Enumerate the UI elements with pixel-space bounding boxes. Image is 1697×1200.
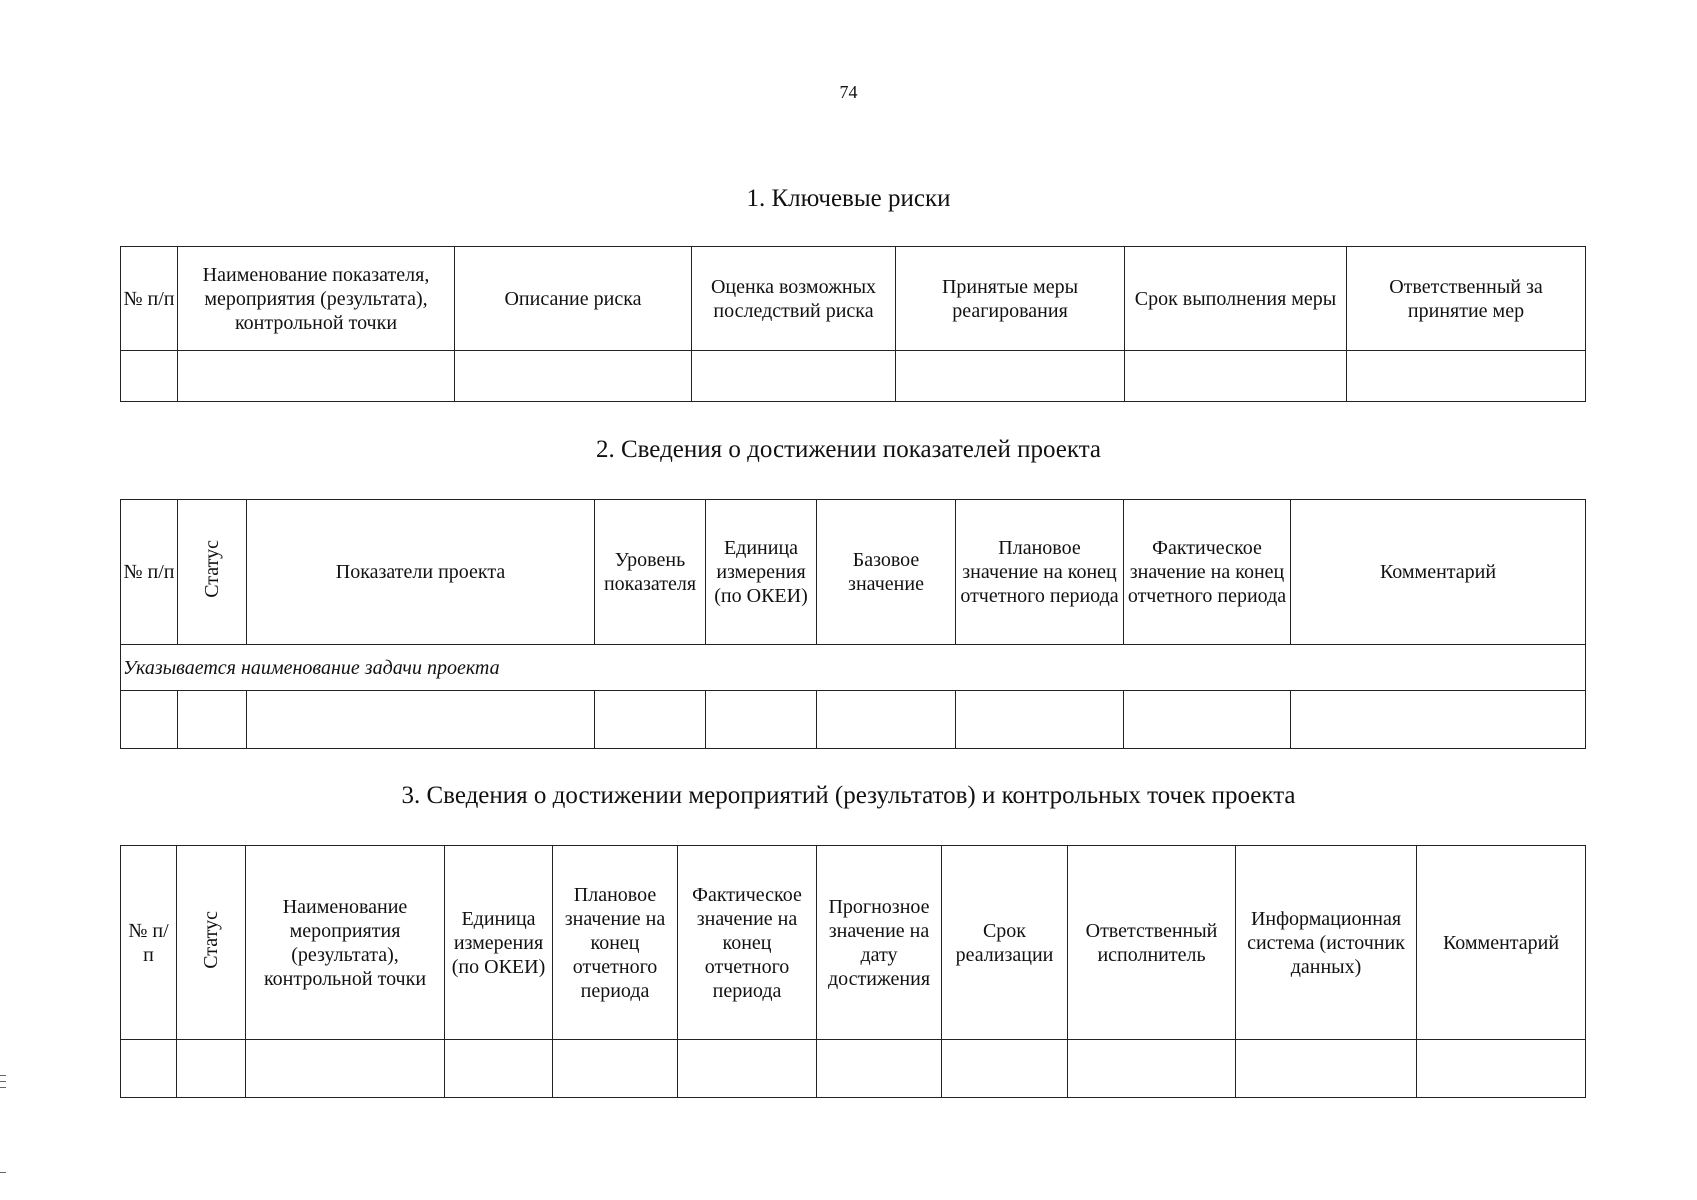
header-cell: Срок реализации <box>942 846 1068 1040</box>
scan-margin-mark <box>0 1172 6 1173</box>
header-cell-status <box>177 846 246 1040</box>
empty-cell <box>1125 351 1347 402</box>
header-cell: Ответственный за принятие мер <box>1347 247 1586 351</box>
empty-cell <box>595 691 706 749</box>
empty-cell <box>692 351 896 402</box>
header-cell: Описание риска <box>455 247 692 351</box>
empty-cell <box>817 1040 942 1098</box>
task-row <box>121 645 1586 691</box>
scan-margin-mark <box>0 1081 6 1082</box>
header-cell: Ответственный исполнитель <box>1068 846 1236 1040</box>
header-cell: Базовое значение <box>817 500 956 645</box>
header-cell: Единица измерения (по ОКЕИ) <box>445 846 553 1040</box>
empty-cell <box>942 1040 1068 1098</box>
empty-cell <box>1291 691 1586 749</box>
table-row <box>121 691 1586 749</box>
header-cell: Прогнозное значение на дату достижения <box>817 846 942 1040</box>
empty-cell <box>445 1040 553 1098</box>
empty-cell <box>1068 1040 1236 1098</box>
empty-cell <box>177 1040 246 1098</box>
table-header-row <box>121 500 1586 645</box>
header-cell: Наименование показателя, мероприятия (результата), контрольной точки <box>178 247 455 351</box>
section-2-title: 2. Сведения о достижении показателей проекта <box>595 436 1102 463</box>
empty-cell <box>178 691 247 749</box>
empty-cell <box>121 691 178 749</box>
header-cell: Наименование мероприятия (результата), контрольной точки <box>246 846 445 1040</box>
table-header-row <box>121 846 1586 1040</box>
status-header-label: Статус <box>201 540 223 598</box>
empty-cell <box>121 351 178 402</box>
header-cell: Фактическое значение на конец отчетного периода <box>1124 500 1291 645</box>
empty-cell <box>706 691 817 749</box>
header-cell: Уровень показателя <box>595 500 706 645</box>
empty-cell <box>178 351 455 402</box>
empty-cell <box>896 351 1125 402</box>
header-cell: Единица измерения (по ОКЕИ) <box>706 500 817 645</box>
scan-margin-mark <box>0 1087 6 1088</box>
empty-cell <box>553 1040 678 1098</box>
header-cell: Комментарий <box>1417 846 1586 1040</box>
section-3-title: 3. Сведения о достижении мероприятий (результатов) и контрольных точек проекта <box>401 782 1296 809</box>
table-row <box>121 351 1586 402</box>
header-cell: Информационная система (источник данных) <box>1236 846 1417 1040</box>
empty-cell <box>1236 1040 1417 1098</box>
header-cell-status <box>178 500 247 645</box>
header-cell: № п/п <box>121 500 178 645</box>
header-cell: № п/п <box>121 846 177 1040</box>
header-cell: Фактическое значение на конец отчетного периода <box>678 846 817 1040</box>
key-risks-table <box>120 246 1586 402</box>
empty-cell <box>455 351 692 402</box>
table-header-row <box>121 247 1586 351</box>
section-1-title: 1. Ключевые риски <box>746 185 951 212</box>
header-cell: Плановое значение на конец отчетного периода <box>956 500 1124 645</box>
empty-cell <box>247 691 595 749</box>
indicators-table <box>120 499 1586 749</box>
empty-cell <box>1347 351 1586 402</box>
header-cell: Срок выполнения меры <box>1125 247 1347 351</box>
header-cell: Показатели проекта <box>247 500 595 645</box>
header-cell: Оценка возможных последствий риска <box>692 247 896 351</box>
empty-cell <box>246 1040 445 1098</box>
empty-cell <box>121 1040 177 1098</box>
header-cell: Комментарий <box>1291 500 1586 645</box>
header-cell: Плановое значение на конец отчетного периода <box>553 846 678 1040</box>
empty-cell <box>1417 1040 1586 1098</box>
table-row <box>121 1040 1586 1098</box>
empty-cell <box>956 691 1124 749</box>
empty-cell <box>1124 691 1291 749</box>
task-row-label: Указывается наименование задачи проекта <box>121 645 1586 691</box>
empty-cell <box>678 1040 817 1098</box>
empty-cell <box>817 691 956 749</box>
scan-margin-mark <box>0 1075 6 1076</box>
header-cell: № п/п <box>121 247 178 351</box>
status-header-label: Статус <box>200 910 222 969</box>
header-cell: Принятые меры реагирования <box>896 247 1125 351</box>
page-number: 74 <box>839 82 858 102</box>
activities-table <box>120 845 1586 1098</box>
